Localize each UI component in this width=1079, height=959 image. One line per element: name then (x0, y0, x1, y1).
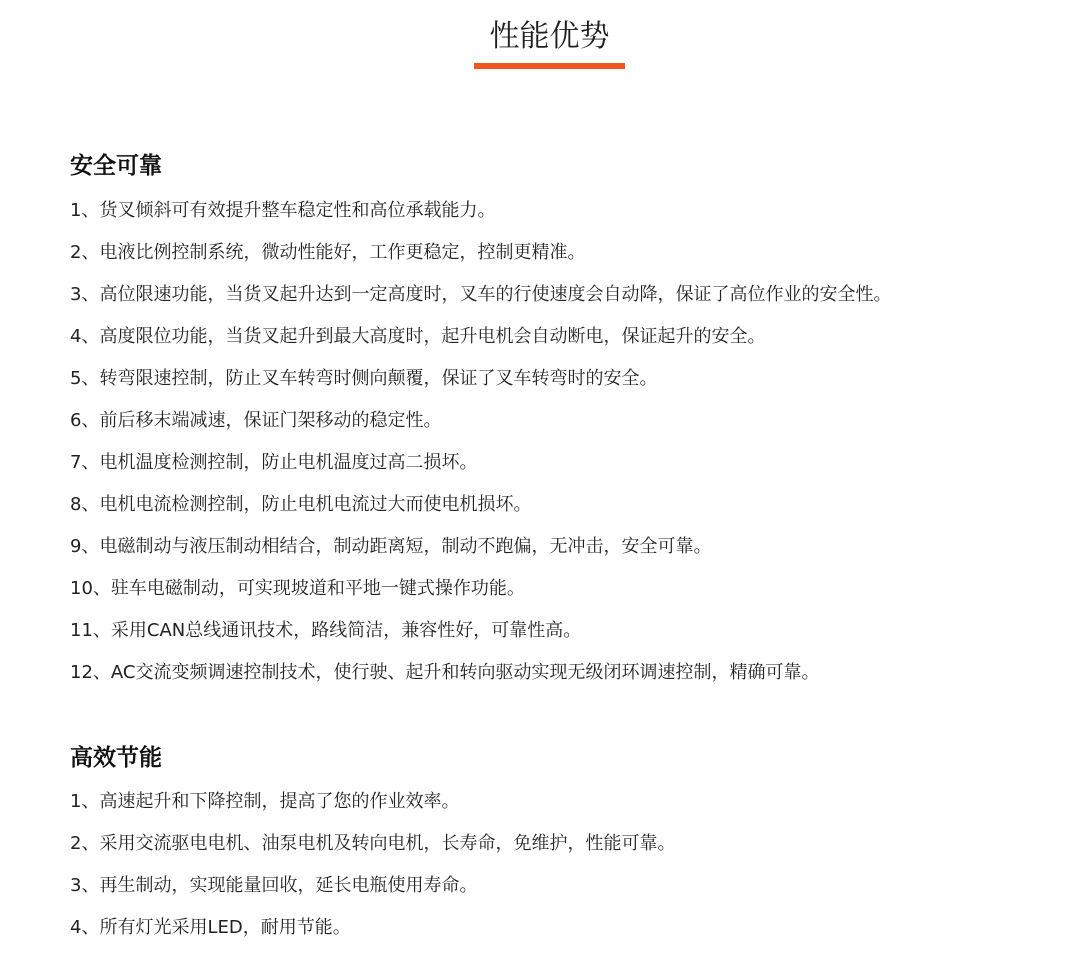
feature-list (70, 190, 1060, 694)
section-heading: 安全可靠 (70, 153, 162, 179)
list-item: 7、电机温度检测控制，防止电机温度过高二损坏。 (70, 452, 478, 473)
list-item: 9、电磁制动与液压制动相结合，制动距离短，制动不跑偏，无冲击，安全可靠。 (70, 536, 712, 557)
list-item: 12、AC交流变频调速控制技术，使行驶、起升和转向驱动实现无级闭环调速控制，精确可靠。 (70, 662, 820, 683)
list-item: 11、采用CAN总线通讯技术，路线简洁，兼容性好，可靠性高。 (70, 620, 582, 641)
section-efficiency-energy-saving (70, 743, 1060, 949)
list-item: 3、高位限速功能，当货叉起升达到一定高度时，叉车的行使速度会自动降，保证了高位作业的安全性。 (70, 284, 892, 305)
list-item: 8、电机电流检测控制，防止电机电流过大而使电机损坏。 (70, 494, 532, 515)
list-item: 10、驻车电磁制动，可实现坡道和平地一键式操作功能。 (70, 578, 525, 599)
list-item: 3、再生制动，实现能量回收，延长电瓶使用寿命。 (70, 875, 478, 896)
list-item: 2、采用交流驱电电机、油泵电机及转向电机，长寿命，免维护，性能可靠。 (70, 833, 676, 854)
list-item: 5、转弯限速控制，防止叉车转弯时侧向颠覆，保证了叉车转弯时的安全。 (70, 368, 658, 389)
list-item: 1、高速起升和下降控制，提高了您的作业效率。 (70, 791, 460, 812)
list-item: 6、前后移末端减速，保证门架移动的稳定性。 (70, 410, 442, 431)
page-title: 性能优势 (489, 19, 610, 54)
feature-list (70, 781, 1060, 949)
list-item: 4、高度限位功能，当货叉起升到最大高度时，起升电机会自动断电，保证起升的安全。 (70, 326, 766, 347)
title-underline (474, 63, 625, 69)
section-heading: 高效节能 (70, 745, 162, 771)
list-item: 2、电液比例控制系统，微动性能好，工作更稳定，控制更精准。 (70, 242, 586, 263)
section-safety-reliability (70, 151, 1060, 694)
list-item: 4、所有灯光采用LED，耐用节能。 (70, 917, 351, 938)
page-header (0, 0, 1079, 80)
list-item: 1、货叉倾斜可有效提升整车稳定性和高位承载能力。 (70, 200, 496, 221)
